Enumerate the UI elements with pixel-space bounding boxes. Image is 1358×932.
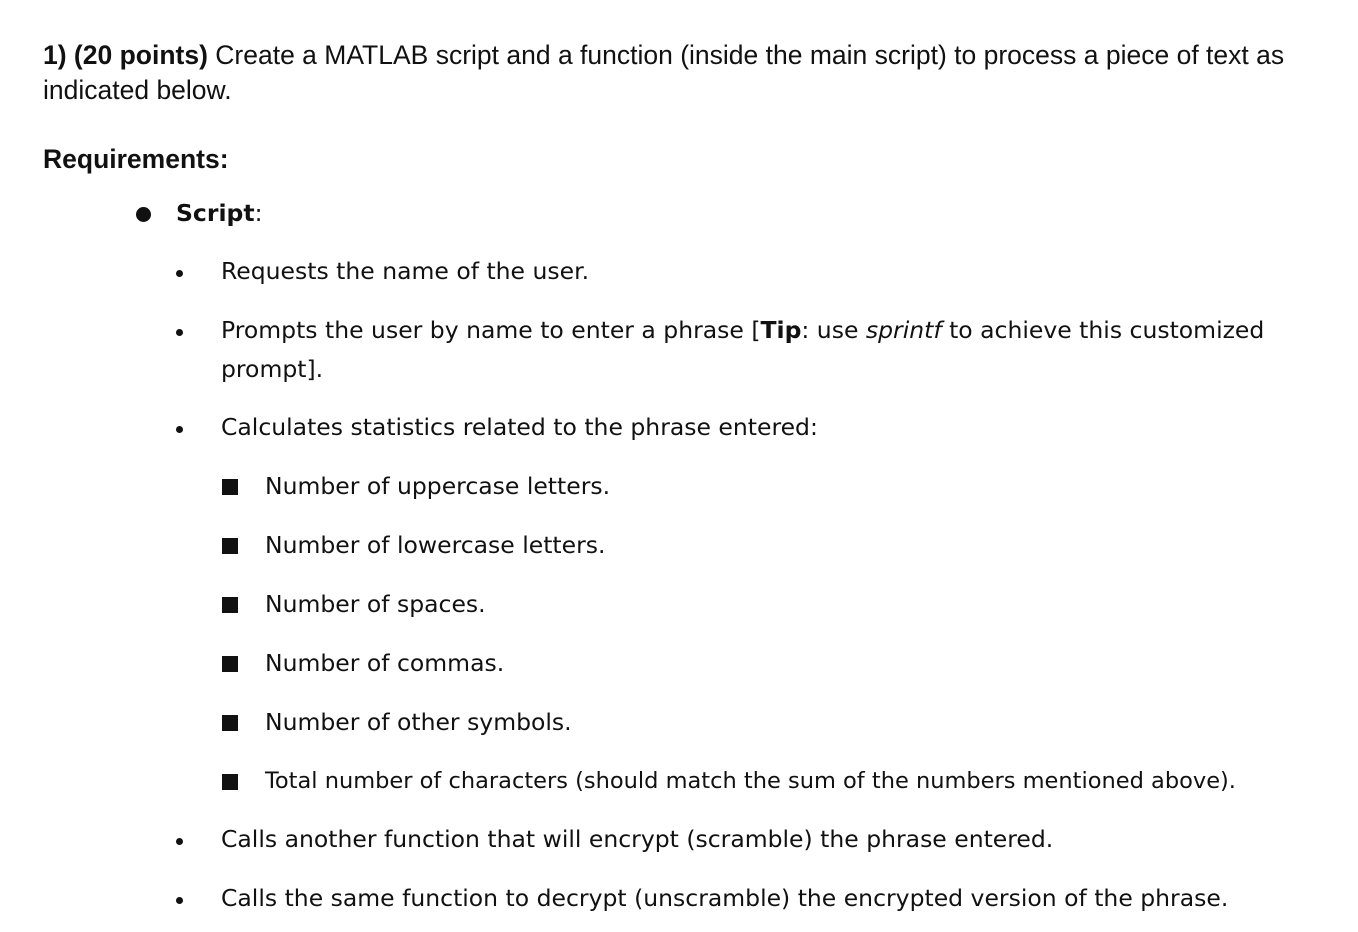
bullet-square-icon [222, 774, 238, 790]
stat-item: Number of uppercase letters. [265, 472, 611, 500]
list-item: Calls another function that will encrypt (scramble) the phrase entered. [221, 825, 1054, 853]
bullet-square-icon [222, 538, 238, 554]
bullet-small-dot-icon [176, 329, 183, 336]
tip-after: : use [801, 316, 866, 344]
bullet-square-icon [222, 479, 238, 495]
item-text-before: Prompts the user by name to enter a phrase [ [221, 316, 761, 344]
list-item [221, 311, 1264, 350]
bullet-small-dot-icon [176, 897, 183, 904]
tip-label: Tip [760, 316, 802, 344]
stat-item: Total number of characters (should match the sum of the numbers mentioned above). [265, 768, 1236, 794]
bullet-small-dot-icon [176, 426, 183, 433]
list-item-continuation: prompt]. [221, 355, 324, 383]
bullet-dot-icon [136, 207, 151, 222]
question-text: Create a MATLAB script and a function (inside the main script) to process a piece of text as indicated below. [43, 40, 1285, 105]
script-label: Script [176, 199, 255, 227]
requirements-heading: Requirements: [43, 144, 229, 174]
bullet-small-dot-icon [176, 270, 183, 277]
stat-item: Number of other symbols. [265, 708, 572, 736]
stat-item: Number of spaces. [265, 590, 486, 618]
list-item: Calculates statistics related to the phrase entered: [221, 413, 818, 441]
question-number: 1) (20 points) [43, 40, 208, 70]
script-bullet [176, 194, 262, 233]
question-paragraph [43, 38, 1343, 108]
bullet-square-icon [222, 597, 238, 613]
list-item: Requests the name of the user. [221, 257, 590, 285]
stat-item: Number of commas. [265, 649, 505, 677]
bullet-square-icon [222, 715, 238, 731]
list-item: Calls the same function to decrypt (unscramble) the encrypted version of the phrase. [221, 884, 1229, 912]
stat-item: Number of lowercase letters. [265, 531, 606, 559]
item-text-after: to achieve this customized [941, 316, 1265, 344]
sprintf-code-word: sprintf [865, 316, 942, 344]
bullet-square-icon [222, 656, 238, 672]
bullet-small-dot-icon [176, 838, 183, 845]
script-suffix: : [254, 199, 263, 227]
